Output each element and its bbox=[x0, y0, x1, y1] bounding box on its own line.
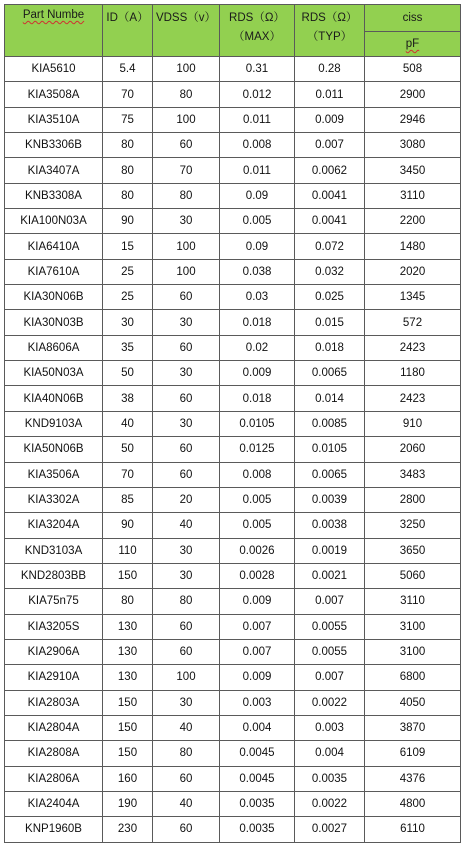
table-row bbox=[5, 614, 461, 639]
part-number-cell: KIA3205S bbox=[5, 614, 103, 639]
table-row bbox=[5, 133, 461, 158]
part-number-cell: KIA3510A bbox=[5, 107, 103, 132]
vdss-cell: 30 bbox=[153, 538, 220, 563]
id-cell: 90 bbox=[103, 513, 153, 538]
id-cell: 38 bbox=[103, 386, 153, 411]
id-cell: 150 bbox=[103, 690, 153, 715]
id-cell: 75 bbox=[103, 107, 153, 132]
rds-typ-cell: 0.0039 bbox=[295, 487, 365, 512]
vdss-cell: 60 bbox=[153, 766, 220, 791]
vdss-cell: 30 bbox=[153, 411, 220, 436]
ciss-cell: 2200 bbox=[365, 209, 461, 234]
table-row bbox=[5, 766, 461, 791]
id-cell: 35 bbox=[103, 335, 153, 360]
ciss-cell: 2800 bbox=[365, 487, 461, 512]
vdss-cell: 60 bbox=[153, 285, 220, 310]
rds-typ-cell: 0.025 bbox=[295, 285, 365, 310]
rds-typ-cell: 0.015 bbox=[295, 310, 365, 335]
part-number-cell: KIA6410A bbox=[5, 234, 103, 259]
rds-typ-cell: 0.014 bbox=[295, 386, 365, 411]
id-cell: 15 bbox=[103, 234, 153, 259]
rds-typ-cell: 0.0041 bbox=[295, 183, 365, 208]
vdss-cell: 100 bbox=[153, 57, 220, 82]
rds-typ-cell: 0.0085 bbox=[295, 411, 365, 436]
vdss-cell: 100 bbox=[153, 665, 220, 690]
id-cell: 40 bbox=[103, 411, 153, 436]
header-row-1 bbox=[5, 5, 461, 32]
id-cell: 130 bbox=[103, 614, 153, 639]
part-number-cell: KIA2803A bbox=[5, 690, 103, 715]
part-number-cell: KIA3407A bbox=[5, 158, 103, 183]
vdss-cell: 100 bbox=[153, 234, 220, 259]
vdss-cell: 80 bbox=[153, 741, 220, 766]
col-header-rds-typ-line1: RDS（Ω） bbox=[301, 12, 358, 24]
rds-max-cell: 0.004 bbox=[220, 715, 295, 740]
id-cell: 80 bbox=[103, 133, 153, 158]
ciss-cell: 2020 bbox=[365, 259, 461, 284]
rds-typ-cell: 0.009 bbox=[295, 107, 365, 132]
ciss-cell: 3100 bbox=[365, 614, 461, 639]
col-header-part-number bbox=[5, 5, 103, 57]
table-row bbox=[5, 589, 461, 614]
id-cell: 150 bbox=[103, 563, 153, 588]
rds-max-cell: 0.0035 bbox=[220, 791, 295, 816]
id-cell: 50 bbox=[103, 361, 153, 386]
ciss-cell: 1180 bbox=[365, 361, 461, 386]
ciss-cell: 3110 bbox=[365, 589, 461, 614]
rds-typ-cell: 0.0055 bbox=[295, 614, 365, 639]
part-number-cell: KIA3204A bbox=[5, 513, 103, 538]
part-number-cell: KIA2910A bbox=[5, 665, 103, 690]
id-cell: 230 bbox=[103, 817, 153, 842]
col-header-part-number-text: Part Numbe bbox=[22, 9, 85, 21]
table-row bbox=[5, 462, 461, 487]
rds-max-cell: 0.005 bbox=[220, 209, 295, 234]
table-row bbox=[5, 158, 461, 183]
id-cell: 160 bbox=[103, 766, 153, 791]
id-cell: 25 bbox=[103, 285, 153, 310]
vdss-cell: 100 bbox=[153, 107, 220, 132]
part-number-cell: KIA2806A bbox=[5, 766, 103, 791]
vdss-cell: 30 bbox=[153, 690, 220, 715]
vdss-cell: 40 bbox=[153, 513, 220, 538]
ciss-cell: 6109 bbox=[365, 741, 461, 766]
vdss-cell: 80 bbox=[153, 183, 220, 208]
part-number-cell: KND3103A bbox=[5, 538, 103, 563]
rds-typ-cell: 0.072 bbox=[295, 234, 365, 259]
table-row bbox=[5, 57, 461, 82]
table-row bbox=[5, 817, 461, 842]
table-row bbox=[5, 259, 461, 284]
vdss-cell: 30 bbox=[153, 310, 220, 335]
rds-typ-cell: 0.003 bbox=[295, 715, 365, 740]
vdss-cell: 80 bbox=[153, 589, 220, 614]
rds-max-cell: 0.011 bbox=[220, 107, 295, 132]
rds-typ-cell: 0.018 bbox=[295, 335, 365, 360]
rds-typ-cell: 0.004 bbox=[295, 741, 365, 766]
vdss-cell: 70 bbox=[153, 158, 220, 183]
table-body bbox=[5, 57, 461, 843]
rds-max-cell: 0.0125 bbox=[220, 437, 295, 462]
vdss-cell: 40 bbox=[153, 791, 220, 816]
rds-typ-cell: 0.0038 bbox=[295, 513, 365, 538]
vdss-cell: 60 bbox=[153, 437, 220, 462]
part-number-cell: KIA2804A bbox=[5, 715, 103, 740]
table-row bbox=[5, 183, 461, 208]
ciss-cell: 3450 bbox=[365, 158, 461, 183]
rds-max-cell: 0.0026 bbox=[220, 538, 295, 563]
ciss-cell: 1480 bbox=[365, 234, 461, 259]
table-row bbox=[5, 690, 461, 715]
id-cell: 130 bbox=[103, 639, 153, 664]
part-number-cell: KIA40N06B bbox=[5, 386, 103, 411]
id-cell: 90 bbox=[103, 209, 153, 234]
rds-typ-cell: 0.007 bbox=[295, 665, 365, 690]
ciss-cell: 3870 bbox=[365, 715, 461, 740]
rds-typ-cell: 0.0022 bbox=[295, 791, 365, 816]
ciss-cell: 3100 bbox=[365, 639, 461, 664]
rds-max-cell: 0.007 bbox=[220, 614, 295, 639]
part-number-cell: KIA3508A bbox=[5, 82, 103, 107]
part-number-cell: KND2803BB bbox=[5, 563, 103, 588]
id-cell: 85 bbox=[103, 487, 153, 512]
rds-max-cell: 0.009 bbox=[220, 589, 295, 614]
part-number-cell: KIA50N03A bbox=[5, 361, 103, 386]
rds-typ-cell: 0.007 bbox=[295, 589, 365, 614]
ciss-cell: 3483 bbox=[365, 462, 461, 487]
id-cell: 25 bbox=[103, 259, 153, 284]
table-row bbox=[5, 361, 461, 386]
part-number-cell: KIA75n75 bbox=[5, 589, 103, 614]
rds-typ-cell: 0.0041 bbox=[295, 209, 365, 234]
id-cell: 130 bbox=[103, 665, 153, 690]
rds-max-cell: 0.03 bbox=[220, 285, 295, 310]
vdss-cell: 20 bbox=[153, 487, 220, 512]
rds-typ-cell: 0.032 bbox=[295, 259, 365, 284]
rds-max-cell: 0.008 bbox=[220, 462, 295, 487]
rds-max-cell: 0.005 bbox=[220, 513, 295, 538]
rds-typ-cell: 0.007 bbox=[295, 133, 365, 158]
table-row bbox=[5, 665, 461, 690]
mosfet-spec-table bbox=[4, 4, 461, 843]
table-row bbox=[5, 82, 461, 107]
ciss-cell: 5060 bbox=[365, 563, 461, 588]
part-number-cell: KND9103A bbox=[5, 411, 103, 436]
rds-max-cell: 0.0035 bbox=[220, 817, 295, 842]
vdss-cell: 30 bbox=[153, 563, 220, 588]
id-cell: 80 bbox=[103, 183, 153, 208]
vdss-cell: 60 bbox=[153, 335, 220, 360]
part-number-cell: KIA30N03B bbox=[5, 310, 103, 335]
table-row bbox=[5, 437, 461, 462]
part-number-cell: KNB3306B bbox=[5, 133, 103, 158]
vdss-cell: 60 bbox=[153, 386, 220, 411]
ciss-cell: 910 bbox=[365, 411, 461, 436]
table-row bbox=[5, 310, 461, 335]
table-row bbox=[5, 563, 461, 588]
col-header-rds-max-line2: （MAX） bbox=[233, 31, 281, 43]
vdss-cell: 80 bbox=[153, 82, 220, 107]
table-row bbox=[5, 107, 461, 132]
id-cell: 30 bbox=[103, 310, 153, 335]
id-cell: 190 bbox=[103, 791, 153, 816]
rds-max-cell: 0.011 bbox=[220, 158, 295, 183]
col-header-id: ID（A） bbox=[103, 5, 153, 57]
ciss-cell: 4800 bbox=[365, 791, 461, 816]
rds-max-cell: 0.09 bbox=[220, 234, 295, 259]
vdss-cell: 30 bbox=[153, 209, 220, 234]
rds-max-cell: 0.018 bbox=[220, 310, 295, 335]
id-cell: 80 bbox=[103, 158, 153, 183]
table-row bbox=[5, 791, 461, 816]
table-row bbox=[5, 513, 461, 538]
rds-max-cell: 0.007 bbox=[220, 639, 295, 664]
id-cell: 70 bbox=[103, 462, 153, 487]
part-number-cell: KIA5610 bbox=[5, 57, 103, 82]
rds-max-cell: 0.008 bbox=[220, 133, 295, 158]
table-row bbox=[5, 538, 461, 563]
ciss-cell: 3650 bbox=[365, 538, 461, 563]
table-row bbox=[5, 411, 461, 436]
ciss-cell: 3110 bbox=[365, 183, 461, 208]
rds-max-cell: 0.005 bbox=[220, 487, 295, 512]
part-number-cell: KIA50N06B bbox=[5, 437, 103, 462]
table-row bbox=[5, 234, 461, 259]
ciss-cell: 3080 bbox=[365, 133, 461, 158]
table-row bbox=[5, 285, 461, 310]
rds-typ-cell: 0.0065 bbox=[295, 361, 365, 386]
part-number-cell: KIA2808A bbox=[5, 741, 103, 766]
ciss-cell: 3250 bbox=[365, 513, 461, 538]
col-header-ciss: ciss bbox=[365, 5, 461, 32]
rds-max-cell: 0.0105 bbox=[220, 411, 295, 436]
col-header-rds-max-line1: RDS（Ω） bbox=[229, 12, 285, 24]
id-cell: 150 bbox=[103, 741, 153, 766]
rds-typ-cell: 0.0019 bbox=[295, 538, 365, 563]
table-row bbox=[5, 487, 461, 512]
rds-max-cell: 0.0045 bbox=[220, 741, 295, 766]
id-cell: 5.4 bbox=[103, 57, 153, 82]
rds-max-cell: 0.009 bbox=[220, 665, 295, 690]
id-cell: 150 bbox=[103, 715, 153, 740]
rds-max-cell: 0.09 bbox=[220, 183, 295, 208]
ciss-cell: 2900 bbox=[365, 82, 461, 107]
part-number-cell: KIA30N06B bbox=[5, 285, 103, 310]
rds-typ-cell: 0.0105 bbox=[295, 437, 365, 462]
rds-max-cell: 0.012 bbox=[220, 82, 295, 107]
part-number-cell: KNP1960B bbox=[5, 817, 103, 842]
ciss-cell: 508 bbox=[365, 57, 461, 82]
ciss-cell: 6800 bbox=[365, 665, 461, 690]
col-header-vdss: VDSS（v） bbox=[153, 5, 220, 57]
part-number-cell: KIA3506A bbox=[5, 462, 103, 487]
table-row bbox=[5, 386, 461, 411]
ciss-cell: 6110 bbox=[365, 817, 461, 842]
vdss-cell: 60 bbox=[153, 614, 220, 639]
part-number-cell: KIA2404A bbox=[5, 791, 103, 816]
vdss-cell: 60 bbox=[153, 133, 220, 158]
col-header-rds-max bbox=[220, 5, 295, 57]
rds-max-cell: 0.003 bbox=[220, 690, 295, 715]
rds-max-cell: 0.018 bbox=[220, 386, 295, 411]
rds-max-cell: 0.31 bbox=[220, 57, 295, 82]
vdss-cell: 100 bbox=[153, 259, 220, 284]
ciss-cell: 4376 bbox=[365, 766, 461, 791]
vdss-cell: 60 bbox=[153, 639, 220, 664]
mosfet-spec-table-container bbox=[4, 4, 461, 843]
rds-typ-cell: 0.0021 bbox=[295, 563, 365, 588]
table-header bbox=[5, 5, 461, 57]
table-row bbox=[5, 715, 461, 740]
id-cell: 80 bbox=[103, 589, 153, 614]
ciss-cell: 2946 bbox=[365, 107, 461, 132]
rds-max-cell: 0.038 bbox=[220, 259, 295, 284]
rds-max-cell: 0.009 bbox=[220, 361, 295, 386]
part-number-cell: KIA2906A bbox=[5, 639, 103, 664]
col-header-ciss-unit bbox=[365, 32, 461, 57]
id-cell: 70 bbox=[103, 82, 153, 107]
col-header-rds-typ bbox=[295, 5, 365, 57]
part-number-cell: KIA100N03A bbox=[5, 209, 103, 234]
rds-typ-cell: 0.28 bbox=[295, 57, 365, 82]
table-row bbox=[5, 209, 461, 234]
vdss-cell: 30 bbox=[153, 361, 220, 386]
table-row bbox=[5, 335, 461, 360]
col-header-rds-typ-line2: （TYP） bbox=[306, 31, 353, 43]
part-number-cell: KNB3308A bbox=[5, 183, 103, 208]
table-row bbox=[5, 741, 461, 766]
rds-typ-cell: 0.0035 bbox=[295, 766, 365, 791]
part-number-cell: KIA3302A bbox=[5, 487, 103, 512]
rds-typ-cell: 0.0065 bbox=[295, 462, 365, 487]
rds-typ-cell: 0.0055 bbox=[295, 639, 365, 664]
part-number-cell: KIA7610A bbox=[5, 259, 103, 284]
ciss-cell: 572 bbox=[365, 310, 461, 335]
rds-typ-cell: 0.011 bbox=[295, 82, 365, 107]
id-cell: 110 bbox=[103, 538, 153, 563]
rds-max-cell: 0.02 bbox=[220, 335, 295, 360]
ciss-cell: 4050 bbox=[365, 690, 461, 715]
rds-typ-cell: 0.0062 bbox=[295, 158, 365, 183]
id-cell: 50 bbox=[103, 437, 153, 462]
ciss-cell: 2423 bbox=[365, 386, 461, 411]
col-header-ciss-unit-text: pF bbox=[405, 38, 420, 50]
table-row bbox=[5, 639, 461, 664]
rds-typ-cell: 0.0022 bbox=[295, 690, 365, 715]
vdss-cell: 60 bbox=[153, 817, 220, 842]
part-number-cell: KIA8606A bbox=[5, 335, 103, 360]
vdss-cell: 40 bbox=[153, 715, 220, 740]
rds-typ-cell: 0.0027 bbox=[295, 817, 365, 842]
ciss-cell: 1345 bbox=[365, 285, 461, 310]
rds-max-cell: 0.0028 bbox=[220, 563, 295, 588]
ciss-cell: 2423 bbox=[365, 335, 461, 360]
vdss-cell: 60 bbox=[153, 462, 220, 487]
rds-max-cell: 0.0045 bbox=[220, 766, 295, 791]
ciss-cell: 2060 bbox=[365, 437, 461, 462]
